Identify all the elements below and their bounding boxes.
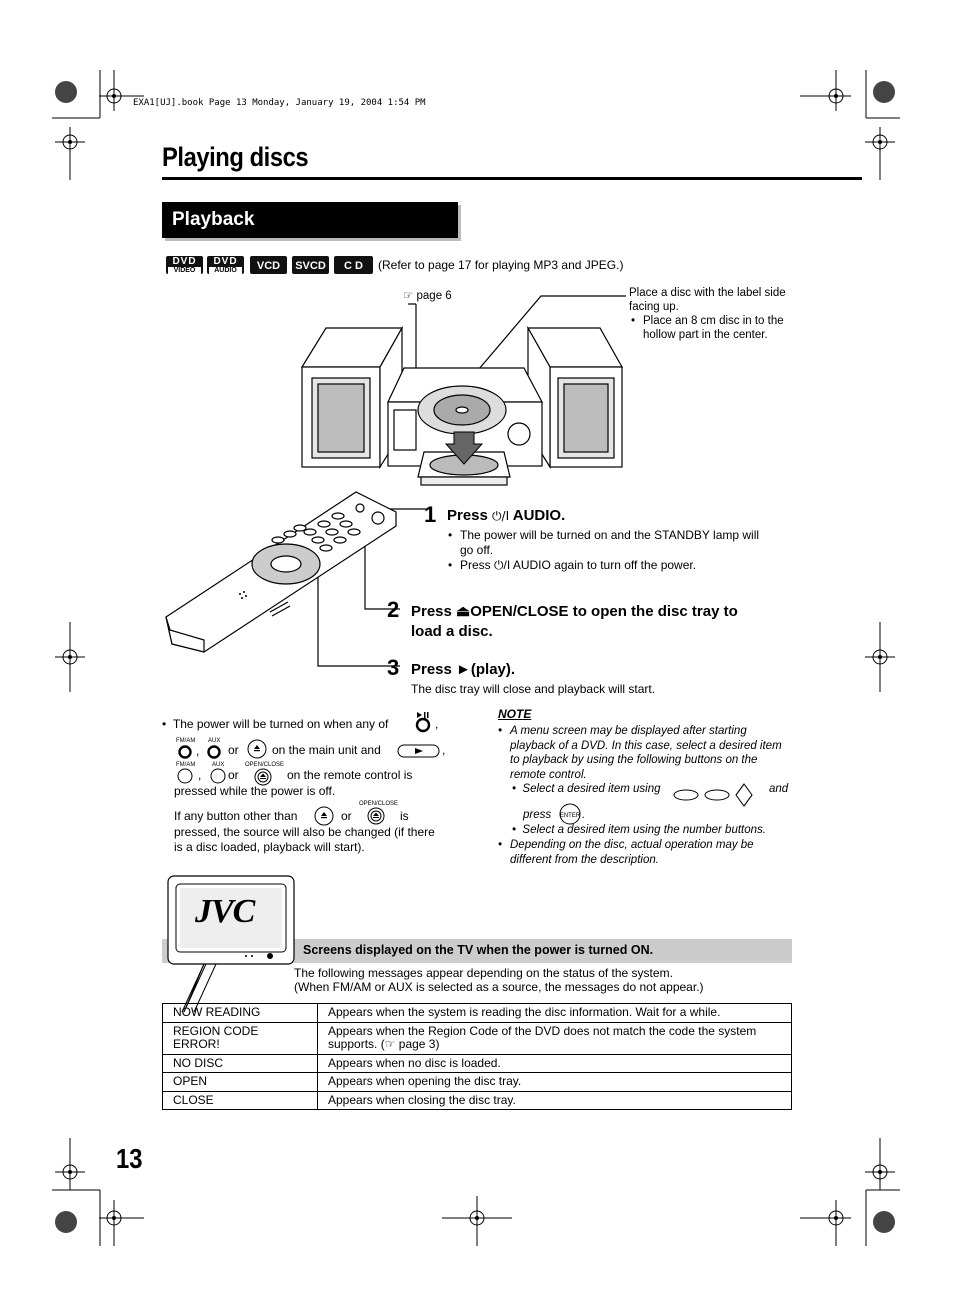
message-description: Appears when no disc is loaded. — [318, 1054, 792, 1073]
aux-button-icon — [206, 744, 222, 760]
step-2-number: 2 — [387, 597, 400, 622]
table-row — [163, 1004, 792, 1023]
comma: , — [196, 744, 200, 758]
page-number: 13 — [116, 1143, 143, 1174]
message-code: NO DISC — [163, 1054, 318, 1073]
eject-button-icon — [246, 738, 268, 760]
table-row — [163, 1022, 792, 1054]
message-description: Appears when opening the disc tray. — [318, 1073, 792, 1092]
note-body: • A menu screen may be displayed after starting playback of a DVD. In this case, select a desired item to playback by using the following buttons on the remote control. — [498, 724, 793, 782]
is-text: is — [400, 809, 409, 823]
play-button-main-icon — [397, 743, 441, 759]
note-sub1: • Select a desired item using — [512, 783, 661, 795]
badge-dvd-audio: DVD AUDIO — [207, 256, 244, 274]
messages-table — [162, 1003, 792, 1110]
section-title: Playback — [172, 209, 255, 230]
step-1-bullets: • The power will be turned on and the STANDBY lamp will go off. • Press ⏻/I AUDIO again to turn off the power. — [446, 528, 760, 573]
message-code: REGION CODE ERROR! — [163, 1022, 318, 1054]
screens-intro-2: (When FM/AM or AUX is selected as a source, the messages do not appear.) — [294, 980, 704, 994]
openclose-label: OPEN/CLOSE — [245, 762, 285, 768]
table-row — [163, 1073, 792, 1092]
badge-cd: C D — [334, 256, 373, 274]
or-text: or — [228, 743, 239, 757]
table-row — [163, 1054, 792, 1073]
power-note-line1: • The power will be turned on when any of — [162, 717, 389, 731]
power-icon: ⏻/I — [492, 509, 510, 523]
aux-label-main: AUX — [208, 738, 221, 744]
message-code: CLOSE — [163, 1091, 318, 1110]
remote-is: on the remote control is — [287, 768, 413, 782]
badge-vcd: VCD — [250, 256, 287, 274]
callout-disc-label: Place a disc with the label side facing up. • Place an 8 cm disc in to the hollow part in the center. — [629, 286, 799, 342]
step-1-number: 1 — [424, 502, 437, 527]
file-info-header: EXA1[UJ].book Page 13 Monday, January 19, 2004 1:54 PM — [133, 98, 426, 108]
note-sub2: • Select a desired item using the number buttons. — [512, 824, 766, 836]
title-rule — [162, 177, 862, 180]
fmam-remote-button-icon — [176, 767, 194, 785]
play-pause-button-icon — [414, 710, 434, 734]
cursor-buttons-icon — [672, 782, 766, 808]
step-3-number: 3 — [387, 655, 400, 680]
message-code: OPEN — [163, 1073, 318, 1092]
note-press: press — [523, 809, 552, 821]
aux-remote-button-icon — [209, 767, 227, 785]
stereo-system-illustration — [296, 292, 636, 492]
svg-text:ENTER: ENTER — [559, 813, 581, 819]
note-heading: NOTE — [498, 707, 532, 721]
period: . — [582, 809, 586, 821]
screens-bar-title: Screens displayed on the TV when the power is turned ON. — [303, 943, 654, 957]
step-1-heading: Press ⏻/I AUDIO. — [447, 507, 566, 524]
message-description: Appears when the system is reading the disc information. Wait for a while. — [318, 1004, 792, 1023]
jvc-logo: JVC — [195, 893, 255, 930]
aux-label-remote: AUX — [212, 762, 225, 768]
or-text-2: or — [228, 768, 239, 782]
or-text-3: or — [341, 809, 352, 823]
section-header — [162, 202, 458, 238]
note-b2: • Depending on the disc, actual operation may be different from the description. — [498, 838, 793, 867]
step-3-heading: Press ►(play). — [411, 661, 516, 678]
fmam-button-icon — [177, 744, 193, 760]
note-and: and — [769, 783, 789, 795]
eject-button-icon-2 — [313, 805, 335, 827]
message-description: Appears when the Region Code of the DVD does not match the code the system supports. (☞ page 3) — [318, 1022, 792, 1054]
table-row — [163, 1091, 792, 1110]
openclose-button-icon-2 — [366, 806, 386, 826]
openclose-label-2: OPEN/CLOSE — [359, 801, 399, 807]
step-2-heading: Press ⏏OPEN/CLOSE to open the disc tray to load a disc. — [411, 603, 738, 640]
step-3-body: The disc tray will close and playback will start. — [411, 682, 656, 696]
badge-svcd: SVCD — [292, 256, 329, 274]
if-any-text: If any button other than — [174, 809, 298, 823]
screens-intro-1: The following messages appear depending on the status of the system. — [294, 966, 673, 980]
pressed-off: pressed while the power is off. — [174, 784, 336, 798]
badge-dvd-video: DVD VIDEO — [166, 256, 203, 274]
fmam-label-remote: FM/AM — [176, 762, 196, 768]
fmam-label-main: FM/AM — [176, 738, 196, 744]
message-description: Appears when closing the disc tray. — [318, 1091, 792, 1110]
comma: , — [442, 743, 446, 757]
comma: , — [198, 768, 202, 782]
main-unit-and: on the main unit and — [272, 743, 381, 757]
remote-control-illustration — [160, 482, 430, 672]
comma: , — [435, 717, 439, 731]
callout-page-ref: ☞ page 6 — [403, 290, 452, 302]
if-any-rest: pressed, the source will also be changed (if there is a disc loaded, playback will start). — [174, 825, 435, 854]
refer-note: (Refer to page 17 for playing MP3 and JPEG.) — [378, 258, 624, 272]
hand-pointer-icon: ☞ — [403, 290, 414, 302]
message-code: NOW READING — [163, 1004, 318, 1023]
page-title: Playing discs — [162, 142, 309, 172]
